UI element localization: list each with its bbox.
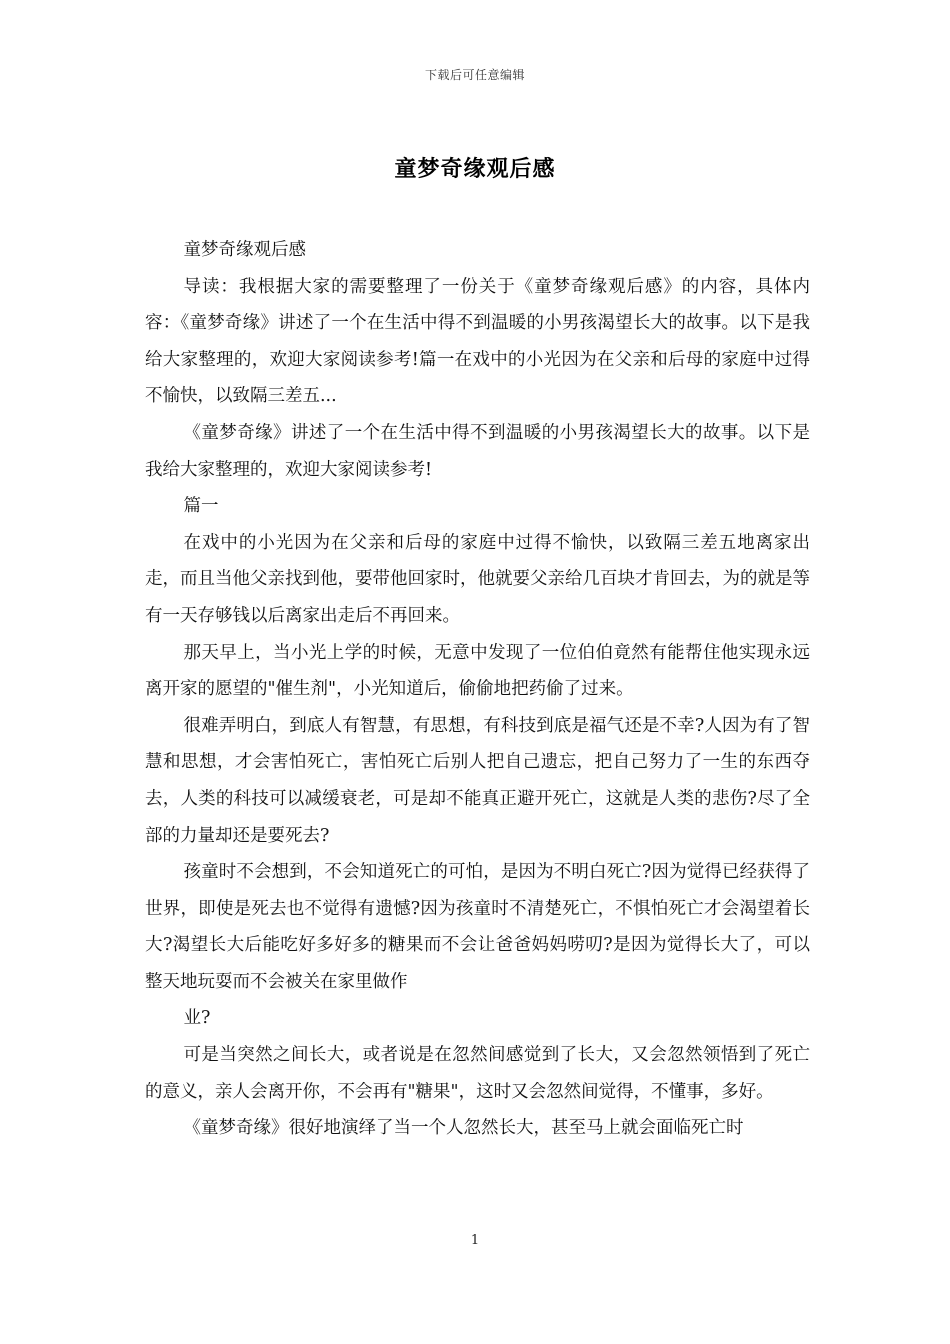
body-paragraph: 业? [183, 1008, 211, 1029]
intro-paragraph: 导读：我根据大家的需要整理了一份关于《童梦奇缘观后感》的内容，具体内容：《童梦奇缘》讲述了一个在生活中得不到温暖的小男孩渴望长大的故事。以下是我给大家整理的，欢迎大家阅读参考!篇一在戏中的小光因为在父亲和后母的家庭中过得不愉快，以致隔三差五... [145, 276, 810, 407]
subtitle-paragraph: 童梦奇缘观后感 [183, 240, 306, 260]
section-heading: 篇一 [183, 496, 219, 517]
header-note: 下载后可任意编辑 [424, 68, 525, 82]
document-title: 童梦奇缘观后感 [394, 156, 556, 182]
body-paragraph: 《童梦奇缘》很好地演绎了当一个人忽然长大，甚至马上就会面临死亡时 [183, 1118, 744, 1139]
body-paragraph: 可是当突然之间长大，或者说是在忽然间感觉到了长大，又会忽然领悟到了死亡的意义，亲人会离开你，不会再有"糖果"，这时又会忽然间觉得，不懂事，多好。 [145, 1045, 810, 1102]
page-number: 1 [470, 1233, 480, 1248]
document-body [145, 232, 810, 1147]
summary-paragraph: 《童梦奇缘》讲述了一个在生活中得不到温暖的小男孩渴望长大的故事。以下是我给大家整理的，欢迎大家阅读参考! [145, 422, 810, 480]
body-paragraph: 很难弄明白，到底人有智慧，有思想，有科技到底是福气还是不幸?人因为有了智慧和思想，才会害怕死亡，害怕死亡后别人把自己遗忘，把自己努力了一生的东西夺去，人类的科技可以减缓衰老，可是却不能真正避开死亡，这就是人类的悲伤?尽了全部的力量却还是要死去? [145, 715, 810, 846]
body-paragraph: 那天早上，当小光上学的时候，无意中发现了一位伯伯竟然有能帮住他实现永远离开家的愿望的"催生剂"，小光知道后，偷偷地把药偷了过来。 [145, 642, 810, 700]
body-paragraph: 孩童时不会想到，不会知道死亡的可怕，是因为不明白死亡?因为觉得已经获得了世界，即使是死去也不觉得有遗憾?因为孩童时不清楚死亡，不惧怕死亡才会渴望着长大?渴望长大后能吃好多好多的糖果而不会让爸爸妈妈唠叨?是因为觉得长大了，可以整天地玩耍而不会被关在家里做作 [145, 862, 810, 992]
body-paragraph: 在戏中的小光因为在父亲和后母的家庭中过得不愉快，以致隔三差五地离家出走，而且当他父亲找到他，要带他回家时，他就要父亲给几百块才肯回去，为的就是等有一天存够钱以后离家出走后不再回来。 [145, 532, 810, 626]
